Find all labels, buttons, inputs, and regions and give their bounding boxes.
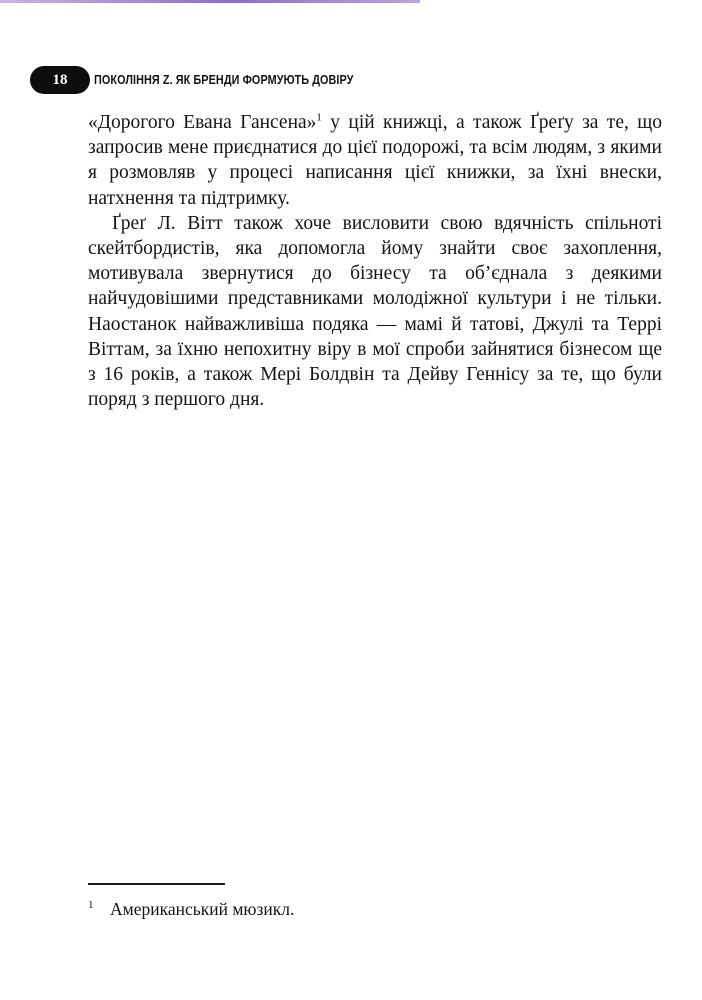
top-color-stripe — [0, 0, 420, 3]
footnote-marker: 1 — [88, 899, 94, 911]
footnote-reference: 1 — [316, 111, 322, 124]
footnote — [88, 898, 662, 920]
paragraph-1 — [88, 110, 662, 211]
paragraph-2: Ґреґ Л. Вітт також хоче висловити свою вдячність спільноті скейтбордистів, яка допомогла йому знайти своє захоплення, мотивувала звернутися до бізнесу та об’єднала з деякими найчудовішими представниками молодіжної культури і не тільки. Наостанок найважливіша подяка — мамі й татові, Джулі та Террі Віттам, за їхню непохитну віру в мої спроби зайнятися бізнесом ще з 16 років, а також Мері Болдвін та Дейву Геннісу за те, що були поряд з першого дня. — [88, 212, 662, 411]
page-header — [30, 66, 650, 94]
paragraph-1-rest: у цій книжці, а також Ґреґу за те, що запросив мене приєднатися до цієї подорожі, та всім людям, з якими я розмовляв у процесі написання цієї книжки, за їхні внески, натхнення та підтримку. — [88, 112, 662, 209]
footnote-divider — [88, 883, 225, 885]
running-title: ПОКОЛІННЯ Z. ЯК БРЕНДИ ФОРМУЮТЬ ДОВІРУ — [94, 73, 354, 87]
paragraph-1-start: «Дорогого Евана Гансена» — [88, 112, 317, 133]
page-number-badge: 18 — [30, 66, 90, 94]
body-text — [88, 110, 662, 412]
footnote-text: Американський мюзикл. — [110, 899, 295, 919]
